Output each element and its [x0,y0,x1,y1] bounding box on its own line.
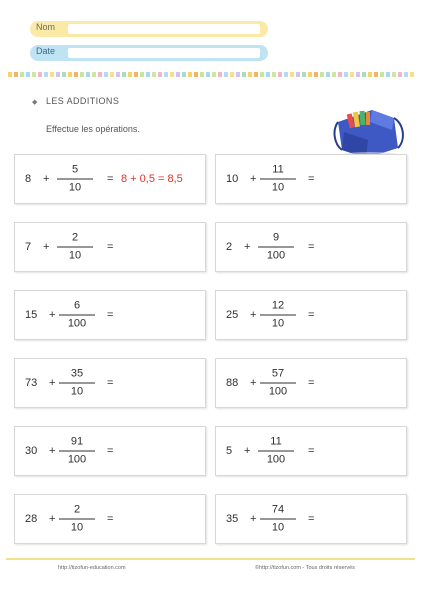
plus-sign: + [49,513,56,525]
exercise-box [14,154,206,204]
exercise-box [215,222,407,272]
name-label: Nom [36,22,56,32]
whole-number: 10 [226,173,239,185]
fraction [260,368,296,399]
whole-number: 30 [25,445,38,457]
decorative-color-strip [8,72,418,78]
plus-sign: + [250,377,257,389]
fraction-bar [59,315,95,316]
fraction [57,164,93,195]
equals-sign: = [308,241,315,253]
fraction-bar [258,451,294,452]
denominator: 10 [271,521,285,534]
date-field[interactable] [30,45,268,61]
denominator: 10 [271,181,285,194]
fraction [59,504,95,535]
fraction [258,436,294,467]
denominator: 100 [268,385,288,398]
fraction-bar [260,519,296,520]
fraction-bar [260,383,296,384]
answer-field[interactable]: 8 + 0,5 = 8,5 [121,173,183,185]
plus-sign: + [49,445,56,457]
plus-sign: + [244,241,251,253]
exercise-box [14,290,206,340]
whole-number: 88 [226,377,239,389]
denominator: 100 [67,317,87,330]
plus-sign: + [250,513,257,525]
diamond-bullet-icon: ◆ [32,99,38,106]
whole-number: 5 [226,445,233,457]
section-title: LES ADDITIONS [46,96,120,106]
date-input-line[interactable] [68,48,260,58]
denominator: 100 [266,453,286,466]
plus-sign: + [43,173,50,185]
numerator: 12 [271,299,285,312]
exercise-box [215,290,407,340]
whole-number: 2 [226,241,233,253]
exercise-box [14,426,206,476]
fraction [59,300,95,331]
exercise-box [215,426,407,476]
plus-sign: + [49,377,56,389]
instruction-text: Effectue les opérations. [46,124,140,134]
name-field[interactable] [30,21,268,37]
fraction [59,368,95,399]
whole-number: 28 [25,513,38,525]
numerator: 74 [271,503,285,516]
footer-divider [6,558,415,560]
exercise-box [14,222,206,272]
numerator: 91 [70,435,84,448]
fraction [260,504,296,535]
footer-copyright: ©http://tizofun.com - Tous droits réservés [255,565,355,571]
exercise-box [14,494,206,544]
whole-number: 73 [25,377,38,389]
denominator: 10 [68,181,82,194]
denominator: 10 [68,249,82,262]
school-backpack-icon [332,100,408,160]
fraction-bar [59,451,95,452]
whole-number: 35 [226,513,239,525]
name-input-line[interactable] [68,24,260,34]
plus-sign: + [43,241,50,253]
numerator: 5 [71,163,79,176]
equals-sign: = [308,173,315,185]
fraction-bar [260,179,296,180]
equals-sign: = [107,173,114,185]
denominator: 10 [70,521,84,534]
plus-sign: + [244,445,251,457]
whole-number: 25 [226,309,239,321]
fraction-bar [59,383,95,384]
exercise-box [14,358,206,408]
numerator: 11 [272,163,284,176]
fraction-bar [258,247,294,248]
equals-sign: = [308,377,315,389]
plus-sign: + [49,309,56,321]
denominator: 100 [67,453,87,466]
fraction [59,436,95,467]
exercise-box [215,154,407,204]
fraction-bar [57,179,93,180]
fraction [260,300,296,331]
numerator: 11 [270,435,282,448]
numerator: 2 [73,503,81,516]
fraction [260,164,296,195]
plus-sign: + [250,309,257,321]
equals-sign: = [107,513,114,525]
denominator: 100 [266,249,286,262]
date-label: Date [36,46,56,56]
fraction-bar [57,247,93,248]
equals-sign: = [107,445,114,457]
equals-sign: = [308,445,315,457]
exercise-box [215,494,407,544]
equals-sign: = [107,241,114,253]
fraction [57,232,93,263]
exercise-box [215,358,407,408]
denominator: 10 [70,385,84,398]
equals-sign: = [308,309,315,321]
fraction-bar [260,315,296,316]
numerator: 6 [73,299,81,312]
plus-sign: + [250,173,257,185]
whole-number: 8 [25,173,32,185]
whole-number: 7 [25,241,32,253]
numerator: 35 [70,367,84,380]
fraction [258,232,294,263]
numerator: 9 [272,231,280,244]
equals-sign: = [308,513,315,525]
denominator: 10 [271,317,285,330]
numerator: 57 [271,367,285,380]
equals-sign: = [107,309,114,321]
equals-sign: = [107,377,114,389]
fraction-bar [59,519,95,520]
footer-left-link[interactable]: http://tizofun-education.com [58,565,126,571]
whole-number: 15 [25,309,38,321]
numerator: 2 [71,231,79,244]
